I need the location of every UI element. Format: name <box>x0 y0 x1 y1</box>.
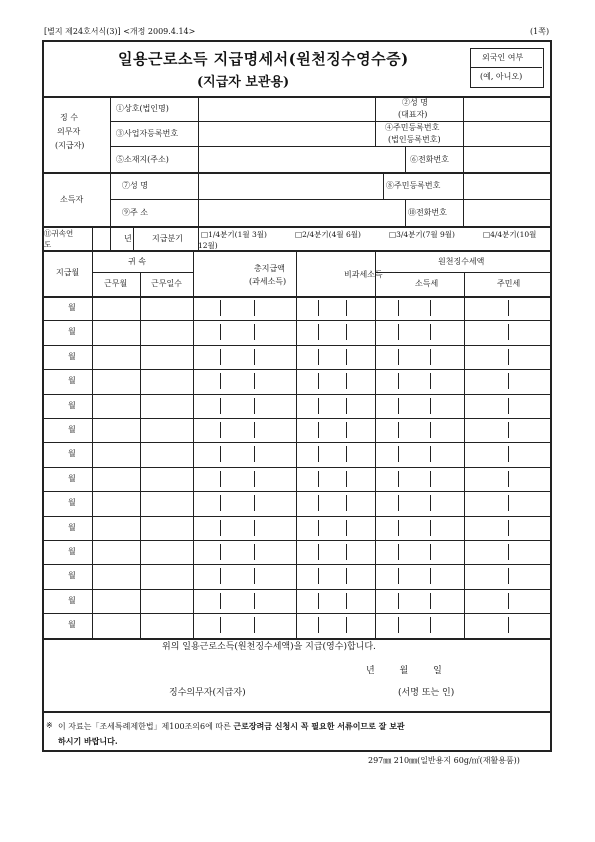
month-row-label: 월 <box>68 498 76 507</box>
digit-tick <box>508 446 509 462</box>
digit-tick <box>220 617 221 633</box>
earner-name-label: ⑦성 명 <box>122 181 148 190</box>
digit-tick <box>220 398 221 414</box>
foreigner-label: 외국인 여부 <box>482 53 524 62</box>
digit-tick <box>220 471 221 487</box>
attribution-header: 귀 속 <box>128 257 146 266</box>
digit-tick <box>398 349 399 365</box>
withholding-header: 원천징수세액 <box>438 257 485 266</box>
digit-tick <box>508 398 509 414</box>
digit-tick <box>346 398 347 414</box>
digit-tick <box>318 300 319 316</box>
digit-tick <box>220 349 221 365</box>
month-row-label: 월 <box>68 474 76 483</box>
digit-tick <box>254 568 255 584</box>
month-row-label: 월 <box>68 596 76 605</box>
digit-tick <box>346 324 347 340</box>
table-column-line <box>140 272 141 638</box>
quarter-2-checkbox[interactable]: □2/4분기(4월 6월) <box>295 230 361 239</box>
paper-spec: 297㎜ 210㎜(일반용지 60g/㎡(재활용품)) <box>368 756 520 765</box>
digit-tick <box>508 520 509 536</box>
row-divider <box>42 613 552 614</box>
digit-tick <box>318 495 319 511</box>
form-title: 일용근로소득 지급명세서(원천징수영수증) <box>118 50 409 68</box>
earner-phone-label: ⑩전화번호 <box>408 208 447 217</box>
digit-tick <box>346 520 347 536</box>
digit-tick <box>254 373 255 389</box>
digit-tick <box>398 520 399 536</box>
digit-tick <box>254 422 255 438</box>
month-row-label: 월 <box>68 376 76 385</box>
digit-tick <box>508 471 509 487</box>
digit-tick <box>318 544 319 560</box>
period-year-unit: 년 <box>124 234 132 243</box>
digit-tick <box>220 373 221 389</box>
payer-sign-label: 징수의무자(지급자) <box>169 688 246 698</box>
signature-label: (서명 또는 인) <box>398 688 455 698</box>
period-year-label-2: 도 <box>44 240 52 249</box>
earner-resident-no-label: ⑧주민등록번호 <box>386 181 441 190</box>
digit-tick <box>508 349 509 365</box>
row-divider <box>42 369 552 370</box>
digit-tick <box>346 617 347 633</box>
table-column-line <box>375 250 376 638</box>
table-column-line <box>92 250 93 638</box>
table-column-line <box>193 250 194 638</box>
digit-tick <box>254 593 255 609</box>
digit-tick <box>346 300 347 316</box>
digit-tick <box>508 324 509 340</box>
digit-tick <box>220 495 221 511</box>
digit-tick <box>398 495 399 511</box>
statement-text: 위의 일용근로소득(원천징수세액)을 지급(영수)합니다. <box>162 642 376 652</box>
digit-tick <box>430 617 431 633</box>
digit-tick <box>398 568 399 584</box>
row-divider <box>42 345 552 346</box>
note-bold-text-2: 하시기 바랍니다. <box>58 736 118 746</box>
digit-tick <box>398 324 399 340</box>
month-row-label: 월 <box>68 303 76 312</box>
row-divider <box>42 418 552 419</box>
work-days-header: 근무일수 <box>151 279 182 288</box>
digit-tick <box>318 324 319 340</box>
digit-tick <box>220 544 221 560</box>
month-row-label: 월 <box>68 327 76 336</box>
total-pay-header: 총지급액 <box>254 264 285 273</box>
nontaxable-header: 비과세소득 <box>344 270 383 279</box>
row-divider <box>42 467 552 468</box>
digit-tick <box>430 324 431 340</box>
digit-tick <box>220 422 221 438</box>
income-tax-header: 소득세 <box>415 279 439 288</box>
form-code: [별지 제24호서식(3)] <개정 2009.4.14> <box>44 27 196 36</box>
row-divider <box>42 442 552 443</box>
earner-label: 소득자 <box>60 195 84 204</box>
digit-tick <box>254 446 255 462</box>
page-number: (1쪽) <box>530 27 550 36</box>
payer-resident-no-label: ④주민등록번호 <box>385 123 440 132</box>
digit-tick <box>220 568 221 584</box>
quarter-4-checkbox-2: 12월) <box>198 241 218 250</box>
digit-tick <box>430 593 431 609</box>
month-row-label: 월 <box>68 523 76 532</box>
note-bold-text: 근로장려금 신청시 꼭 필요한 서류이므로 잘 보관 <box>233 721 405 731</box>
digit-tick <box>318 373 319 389</box>
form-subtitle: (지급자 보관용) <box>197 75 290 90</box>
sign-date: 년 월 일 <box>366 666 442 676</box>
period-year-label: ⑪귀속연 <box>44 229 74 238</box>
digit-tick <box>508 373 509 389</box>
digit-tick <box>254 520 255 536</box>
digit-tick <box>346 446 347 462</box>
payer-label-1: 징 수 <box>60 113 78 122</box>
digit-tick <box>508 593 509 609</box>
payer-address-label: ⑤소재지(주소) <box>116 155 169 164</box>
payer-business-no-label: ③사업자등록번호 <box>116 129 179 138</box>
payer-name-label: ②성 명 <box>402 98 428 107</box>
digit-tick <box>508 568 509 584</box>
digit-tick <box>398 617 399 633</box>
digit-tick <box>254 617 255 633</box>
row-divider <box>42 320 552 321</box>
month-row-label: 월 <box>68 620 76 629</box>
digit-tick <box>318 446 319 462</box>
digit-tick <box>398 373 399 389</box>
digit-tick <box>430 495 431 511</box>
payer-label-2: 의무자 <box>57 127 81 136</box>
earner-address-label: ⑨주 소 <box>122 208 148 217</box>
digit-tick <box>430 544 431 560</box>
row-divider <box>42 564 552 565</box>
digit-tick <box>220 446 221 462</box>
digit-tick <box>254 544 255 560</box>
digit-tick <box>430 568 431 584</box>
digit-tick <box>508 300 509 316</box>
digit-tick <box>398 300 399 316</box>
digit-tick <box>220 593 221 609</box>
digit-tick <box>220 324 221 340</box>
digit-tick <box>346 422 347 438</box>
resident-tax-header: 주민세 <box>497 279 521 288</box>
digit-tick <box>508 544 509 560</box>
month-row-label: 월 <box>68 352 76 361</box>
digit-tick <box>346 593 347 609</box>
pay-month-header: 지급월 <box>56 268 80 277</box>
period-quarter-label: 지급분기 <box>152 234 183 243</box>
digit-tick <box>430 300 431 316</box>
digit-tick <box>220 520 221 536</box>
month-row-label: 월 <box>68 547 76 556</box>
digit-tick <box>398 593 399 609</box>
payer-resident-no-label-2: (법인등록번호) <box>388 135 441 144</box>
digit-tick <box>508 422 509 438</box>
row-divider <box>42 589 552 590</box>
digit-tick <box>508 617 509 633</box>
month-row-label: 월 <box>68 401 76 410</box>
foreigner-options: (예, 아니오) <box>480 72 523 81</box>
digit-tick <box>346 471 347 487</box>
digit-tick <box>430 349 431 365</box>
digit-tick <box>508 495 509 511</box>
payer-phone-label: ⑥전화번호 <box>410 155 449 164</box>
digit-tick <box>430 471 431 487</box>
digit-tick <box>318 471 319 487</box>
digit-tick <box>318 422 319 438</box>
digit-tick <box>398 544 399 560</box>
digit-tick <box>254 471 255 487</box>
note-mark: ※ <box>46 721 53 730</box>
row-divider <box>42 516 552 517</box>
table-column-line <box>296 250 297 638</box>
digit-tick <box>318 568 319 584</box>
digit-tick <box>220 300 221 316</box>
month-row-label: 월 <box>68 571 76 580</box>
month-row-label: 월 <box>68 449 76 458</box>
digit-tick <box>346 495 347 511</box>
row-divider <box>42 491 552 492</box>
digit-tick <box>254 495 255 511</box>
digit-tick <box>398 471 399 487</box>
quarter-1-checkbox[interactable]: □1/4분기(1월 3월) <box>201 230 267 239</box>
row-divider <box>42 540 552 541</box>
digit-tick <box>430 398 431 414</box>
payer-name-label-2: (대표자) <box>398 110 428 119</box>
row-divider <box>42 394 552 395</box>
digit-tick <box>318 398 319 414</box>
digit-tick <box>318 593 319 609</box>
digit-tick <box>254 398 255 414</box>
note-text: 이 자료는「조세특례제한법」제100조의6에 따른 <box>58 722 231 731</box>
note-line-1 <box>58 721 550 732</box>
total-pay-header-2: (과세소득) <box>249 277 287 286</box>
digit-tick <box>430 373 431 389</box>
digit-tick <box>346 544 347 560</box>
digit-tick <box>318 617 319 633</box>
digit-tick <box>318 349 319 365</box>
quarter-4-checkbox[interactable]: □4/4분기(10월 <box>483 230 537 239</box>
digit-tick <box>318 520 319 536</box>
table-column-line <box>464 272 465 638</box>
digit-tick <box>346 568 347 584</box>
digit-tick <box>254 300 255 316</box>
payer-label-3: (지급자) <box>55 141 85 150</box>
work-month-header: 근무월 <box>104 279 128 288</box>
digit-tick <box>398 422 399 438</box>
digit-tick <box>430 446 431 462</box>
digit-tick <box>254 324 255 340</box>
digit-tick <box>398 446 399 462</box>
digit-tick <box>398 398 399 414</box>
quarter-3-checkbox[interactable]: □3/4분기(7월 9월) <box>389 230 455 239</box>
digit-tick <box>430 520 431 536</box>
digit-tick <box>254 349 255 365</box>
month-row-label: 월 <box>68 425 76 434</box>
digit-tick <box>346 349 347 365</box>
payer-company-name-label: ①상호(법인명) <box>116 104 169 113</box>
digit-tick <box>346 373 347 389</box>
digit-tick <box>430 422 431 438</box>
